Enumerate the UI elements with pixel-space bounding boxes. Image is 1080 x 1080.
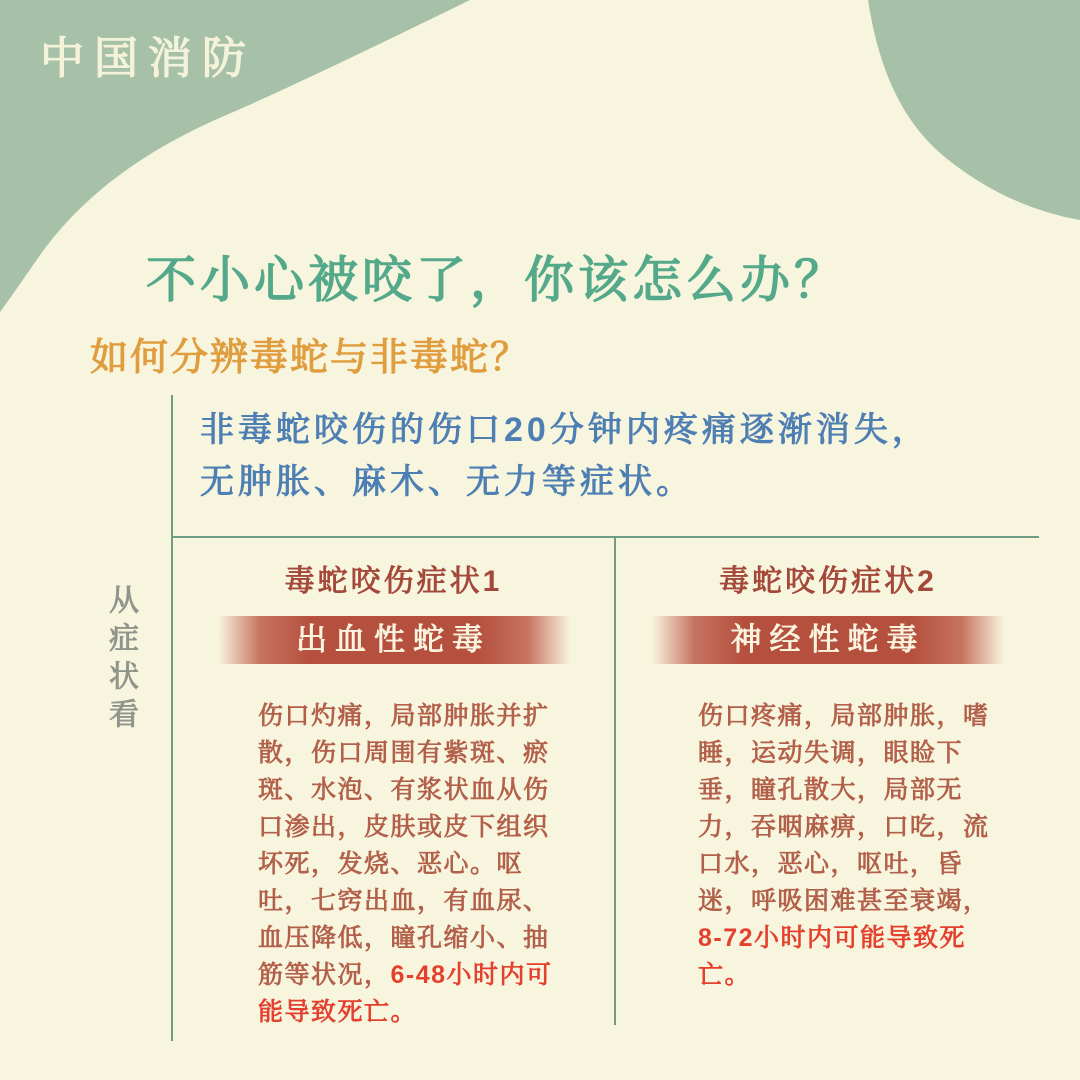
column-1-venom-badge: 出血性蛇毒 [218,616,570,664]
brand-logo: 中国消防 [40,34,256,83]
page-subtitle: 如何分辨毒蛇与非毒蛇？ [90,337,531,379]
page-title: 不小心被咬了，你该怎么办？ [146,252,848,308]
symptom-column-2 [616,556,1040,1019]
column-2-fatal-warning-text: 8-72小时内可能导致死亡。 [698,924,967,989]
intro-paragraph: 非毒蛇咬伤的伤口20分钟内疼痛逐渐消失，无肿胀、麻木、无力等症状。 [200,411,930,501]
column-1-fatal-warning-text: 6-48小时内可能导致死亡。 [258,961,553,1026]
column-2-symptom-text: 伤口疼痛，局部肿胀，嗜睡，运动失调，眼睑下垂，瞳孔散大，局部无力，吞咽麻痹，口吃，流口水，恶心，呕吐，昏迷，呼吸困难甚至衰竭， [698,702,990,915]
column-2-venom-badge: 神经性蛇毒 [652,616,1004,664]
column-1-body [258,698,570,1031]
symptom-column-1 [172,556,615,1056]
column-1-header: 毒蛇咬伤症状1 [284,565,503,598]
side-vertical-label: 从症状看 [104,584,137,736]
column-2-header: 毒蛇咬伤症状2 [719,565,937,598]
column-1-symptom-text: 伤口灼痛，局部肿胀并扩散，伤口周围有紫斑、瘀斑、水泡、有浆状血从伤口渗出，皮肤或皮下组织坏死，发烧、恶心。呕吐，七窍出血，有血尿、血压降低，瞳孔缩小、抽筋等状况， [258,702,550,989]
divider-horizontal [171,536,1039,538]
column-2-body [698,698,992,994]
wave-top-right [868,0,1080,220]
